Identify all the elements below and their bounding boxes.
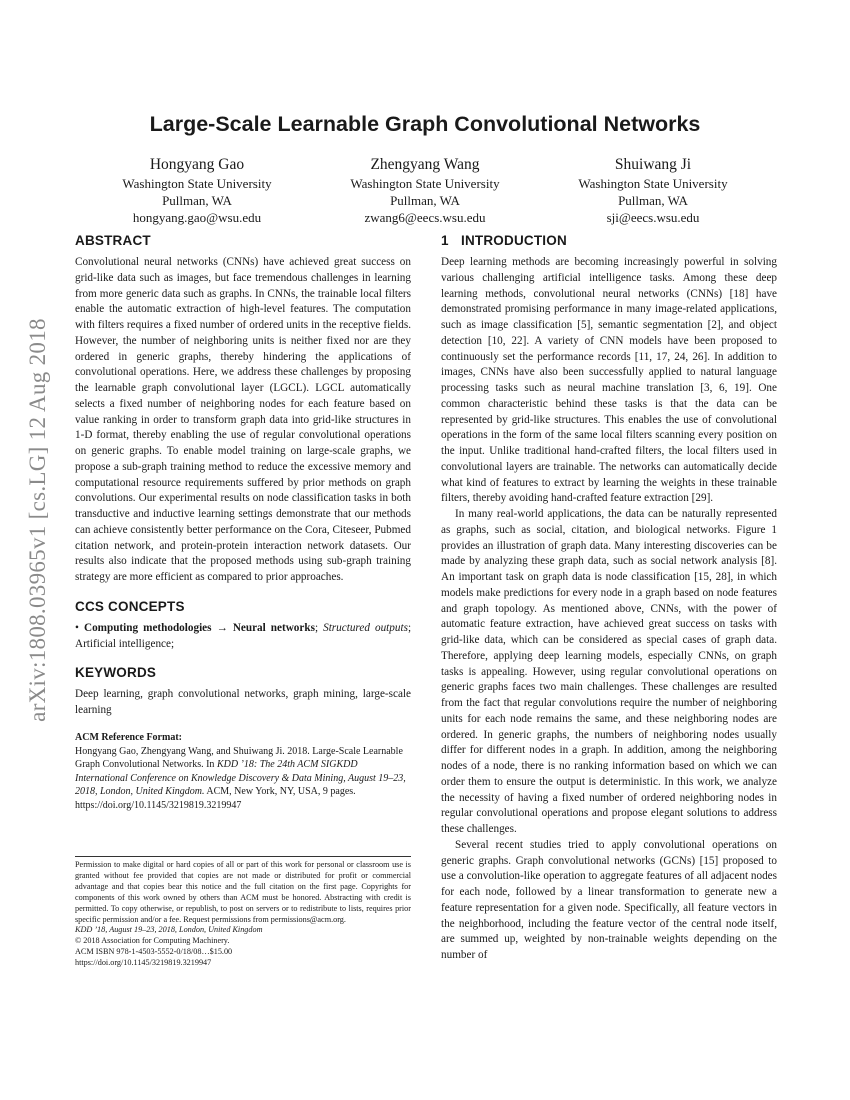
intro-paragraph-2: In many real-world applications, the data can be naturally represented as graphs, such as social, citation, and biological networks. Figure 1 provides an illustration of graph data. Many interesting discoveries can be made by analyzing these graph data, such as social network analysis [8]. An important task on graph data is node classification [15, 28], in which models make predictions for every node in a graph based on node features and graph topology. As mentioned above, CNNs, with the power of automatic feature extraction, have achieved great success on tasks with grid-like data, which can be considered as special cases of graph data. Therefore, applying deep learning models, especially CNNs, on graph tasks is appealing. However, using regular convolutional operations on generic graphs faces two main challenges. These challenges are resulted from the fact that regular convolutions require the number of neighboring units for each node remains the same, and these neighboring nodes are ordered. In generic graphs, the numbers of neighboring nodes usually differ for different nodes in a graph. In addition, among the neighboring nodes of a node, there is no ranking information based on which we can order them to ensure the output is deterministic. In this work, we analyze the necessity of having a fixed number of ordered neighboring nodes in regular convolutional operations and propose elegant solutions to address these challenges. — [441, 508, 777, 835]
ccs-structured-outputs: Structured outputs — [323, 621, 408, 634]
permission-copyright: © 2018 Association for Computing Machinery. — [75, 936, 230, 946]
ccs-rest: ; Artificial intelligence; — [75, 621, 412, 650]
author-email: sji@eecs.wsu.edu — [606, 210, 700, 225]
arxiv-stamp: arXiv:1808.03965v1 [cs.LG] 12 Aug 2018 — [25, 318, 51, 722]
acm-reference-venue: KDD ’18: The 24th ACM SIGKDD International Conference on Knowledge Discovery & Data Mining, August 19–23, 2018, London, United Kingdom. — [75, 759, 406, 798]
author-affiliation: Washington State University — [122, 176, 272, 191]
author-name: Hongyang Gao — [149, 156, 245, 173]
ccs-separator: ; — [314, 621, 319, 634]
ccs-arrow: → — [216, 621, 228, 634]
author-name: Shuiwang Ji — [614, 156, 692, 173]
author-affiliation: Washington State University — [578, 176, 728, 191]
right-column — [441, 233, 777, 964]
acm-reference-text — [75, 745, 411, 813]
author-email: zwang6@eecs.wsu.edu — [364, 210, 486, 225]
permission-footnote — [75, 856, 411, 969]
abstract-heading: ABSTRACT — [75, 233, 151, 248]
ccs-bullet: • — [75, 621, 79, 634]
section-title: INTRODUCTION — [461, 233, 567, 248]
acm-reference-heading: ACM Reference Format: — [75, 731, 182, 743]
keywords-heading: KEYWORDS — [75, 665, 157, 681]
left-column — [75, 233, 411, 812]
author-location: Pullman, WA — [618, 193, 688, 208]
author-email: hongyang.gao@wsu.edu — [132, 210, 262, 225]
arxiv-stamp-container — [18, 285, 58, 755]
ccs-heading: CCS CONCEPTS — [75, 598, 185, 614]
permission-doi: https://doi.org/10.1145/3219819.3219947 — [75, 958, 212, 968]
author-affiliation: Washington State University — [350, 176, 500, 191]
author-location: Pullman, WA — [390, 193, 460, 208]
author-name: Zhengyang Wang — [370, 156, 480, 173]
ccs-text — [75, 621, 411, 653]
keywords-text: Deep learning, graph convolutional networks, graph mining, large-scale learning — [75, 688, 411, 716]
intro-paragraph-1: Deep learning methods are becoming increasingly powerful in solving various challenging artificial intelligence tasks. Among these deep learning methods, convolutional neural networks (CNNs) [18] have demonstrated promising performance in many image-related applications, such as image classification [5], semantic segmentation [2], and object detection [10, 22]. A variety of CNN models have been proposed to continuously set the performance records [11, 17, 24, 26]. In addition to images, CNNs have also been successfully applied to natural language processing tasks such as neural machine translation [3, 6, 19]. One common characteristic behind these tasks is that the data can be represented by grid-like structures. This enables the use of convolutional operations in the form of the same local filters scanning every position on the input. Unlike traditional hand-crafted filters, the local filters used in convolutional layers are trainable. The networks can automatically decide what kind of features to extract by learning the weights in these trainable filters, thereby avoiding hand-crafted feature extraction [29]. — [441, 256, 777, 505]
author-block-2 — [305, 155, 545, 226]
section-number: 1 — [441, 233, 449, 248]
permission-isbn: ACM ISBN 978-1-4503-5552-0/18/08…$15.00 — [75, 947, 233, 957]
ccs-subcategory: Neural networks — [232, 621, 315, 634]
acm-reference-authors: Hongyang Gao, Zhengyang Wang, and Shuiwang Ji. 2018. Large-Scale Learnable Graph Convolutional Networks. In — [75, 745, 403, 771]
author-block-3 — [533, 155, 773, 226]
ccs-category: Computing methodologies — [83, 621, 212, 634]
permission-text: Permission to make digital or hard copies of all or part of this work for personal or classroom use is granted without fee provided that copies are not made or distributed for profit or commercial advantage and that copies bear this notice and the full citation on the first page. Copyrights for components of this work owned by others than ACM must be honored. Abstracting with credit is permitted. To copy otherwise, or republish, to post on servers or to redistribute to lists, requires prior specific permission and/or a fee. Request permissions from permissions@acm.org. — [75, 860, 411, 924]
intro-paragraph-3: Several recent studies tried to apply convolutional operations on generic graphs. Graph convolutional networks (GCNs) [15] proposed to use a convolution-like operation to aggregate features of all adjacent nodes for each node, followed by a linear transformation to generate new a feature representation for a given node. Specifically, all feature vectors in the neighborhood, including the feature vector of the central node itself, are summed up, weighted by non-trainable weights depending on the number of — [441, 838, 777, 961]
permission-venue: KDD ’18, August 19–23, 2018, London, United Kingdom — [75, 925, 263, 935]
abstract-text: Convolutional neural networks (CNNs) have achieved great success on grid-like data such as images, but face tremendous challenges in learning from more generic data such as graphs. In CNNs, the trainable local filters enable the automatic extraction of high-level features. The computation with filters requires a fixed number of ordered units in the receptive fields. However, the number of neighboring units is neither fixed nor are they ordered in generic graphs, thereby hindering the applications of convolutional operations. Here, we address these challenges by proposing the learnable graph convolutional layer (LGCL). LGCL automatically selects a fixed number of neighboring nodes for each feature based on value ranking in order to transform graph data into grid-like structures in 1-D format, thereby enabling the use of regular convolutional operations on generic graphs. To enable model training on large-scale graphs, we propose a sub-graph training method to reduce the excessive memory and computational resource requirements suffered by prior methods on graph convolutions. Our experimental results on node classification tasks in both transductive and inductive learning settings demonstrate that our methods can achieve consistently better performance on the Cora, Citeseer, Pubmed citation network, and protein-protein interaction network datasets. Our results also indicate that the proposed methods using sub-graph training strategy are more efficient as compared to prior approaches. — [75, 256, 411, 583]
author-block-1 — [77, 155, 317, 226]
paper-title: Large-Scale Learnable Graph Convolutional Networks — [149, 112, 701, 136]
acm-reference-publisher: ACM, New York, NY, USA, 9 pages. https://doi.org/10.1145/3219819.3219947 — [75, 786, 356, 811]
author-location: Pullman, WA — [162, 193, 232, 208]
introduction-heading — [441, 233, 777, 249]
